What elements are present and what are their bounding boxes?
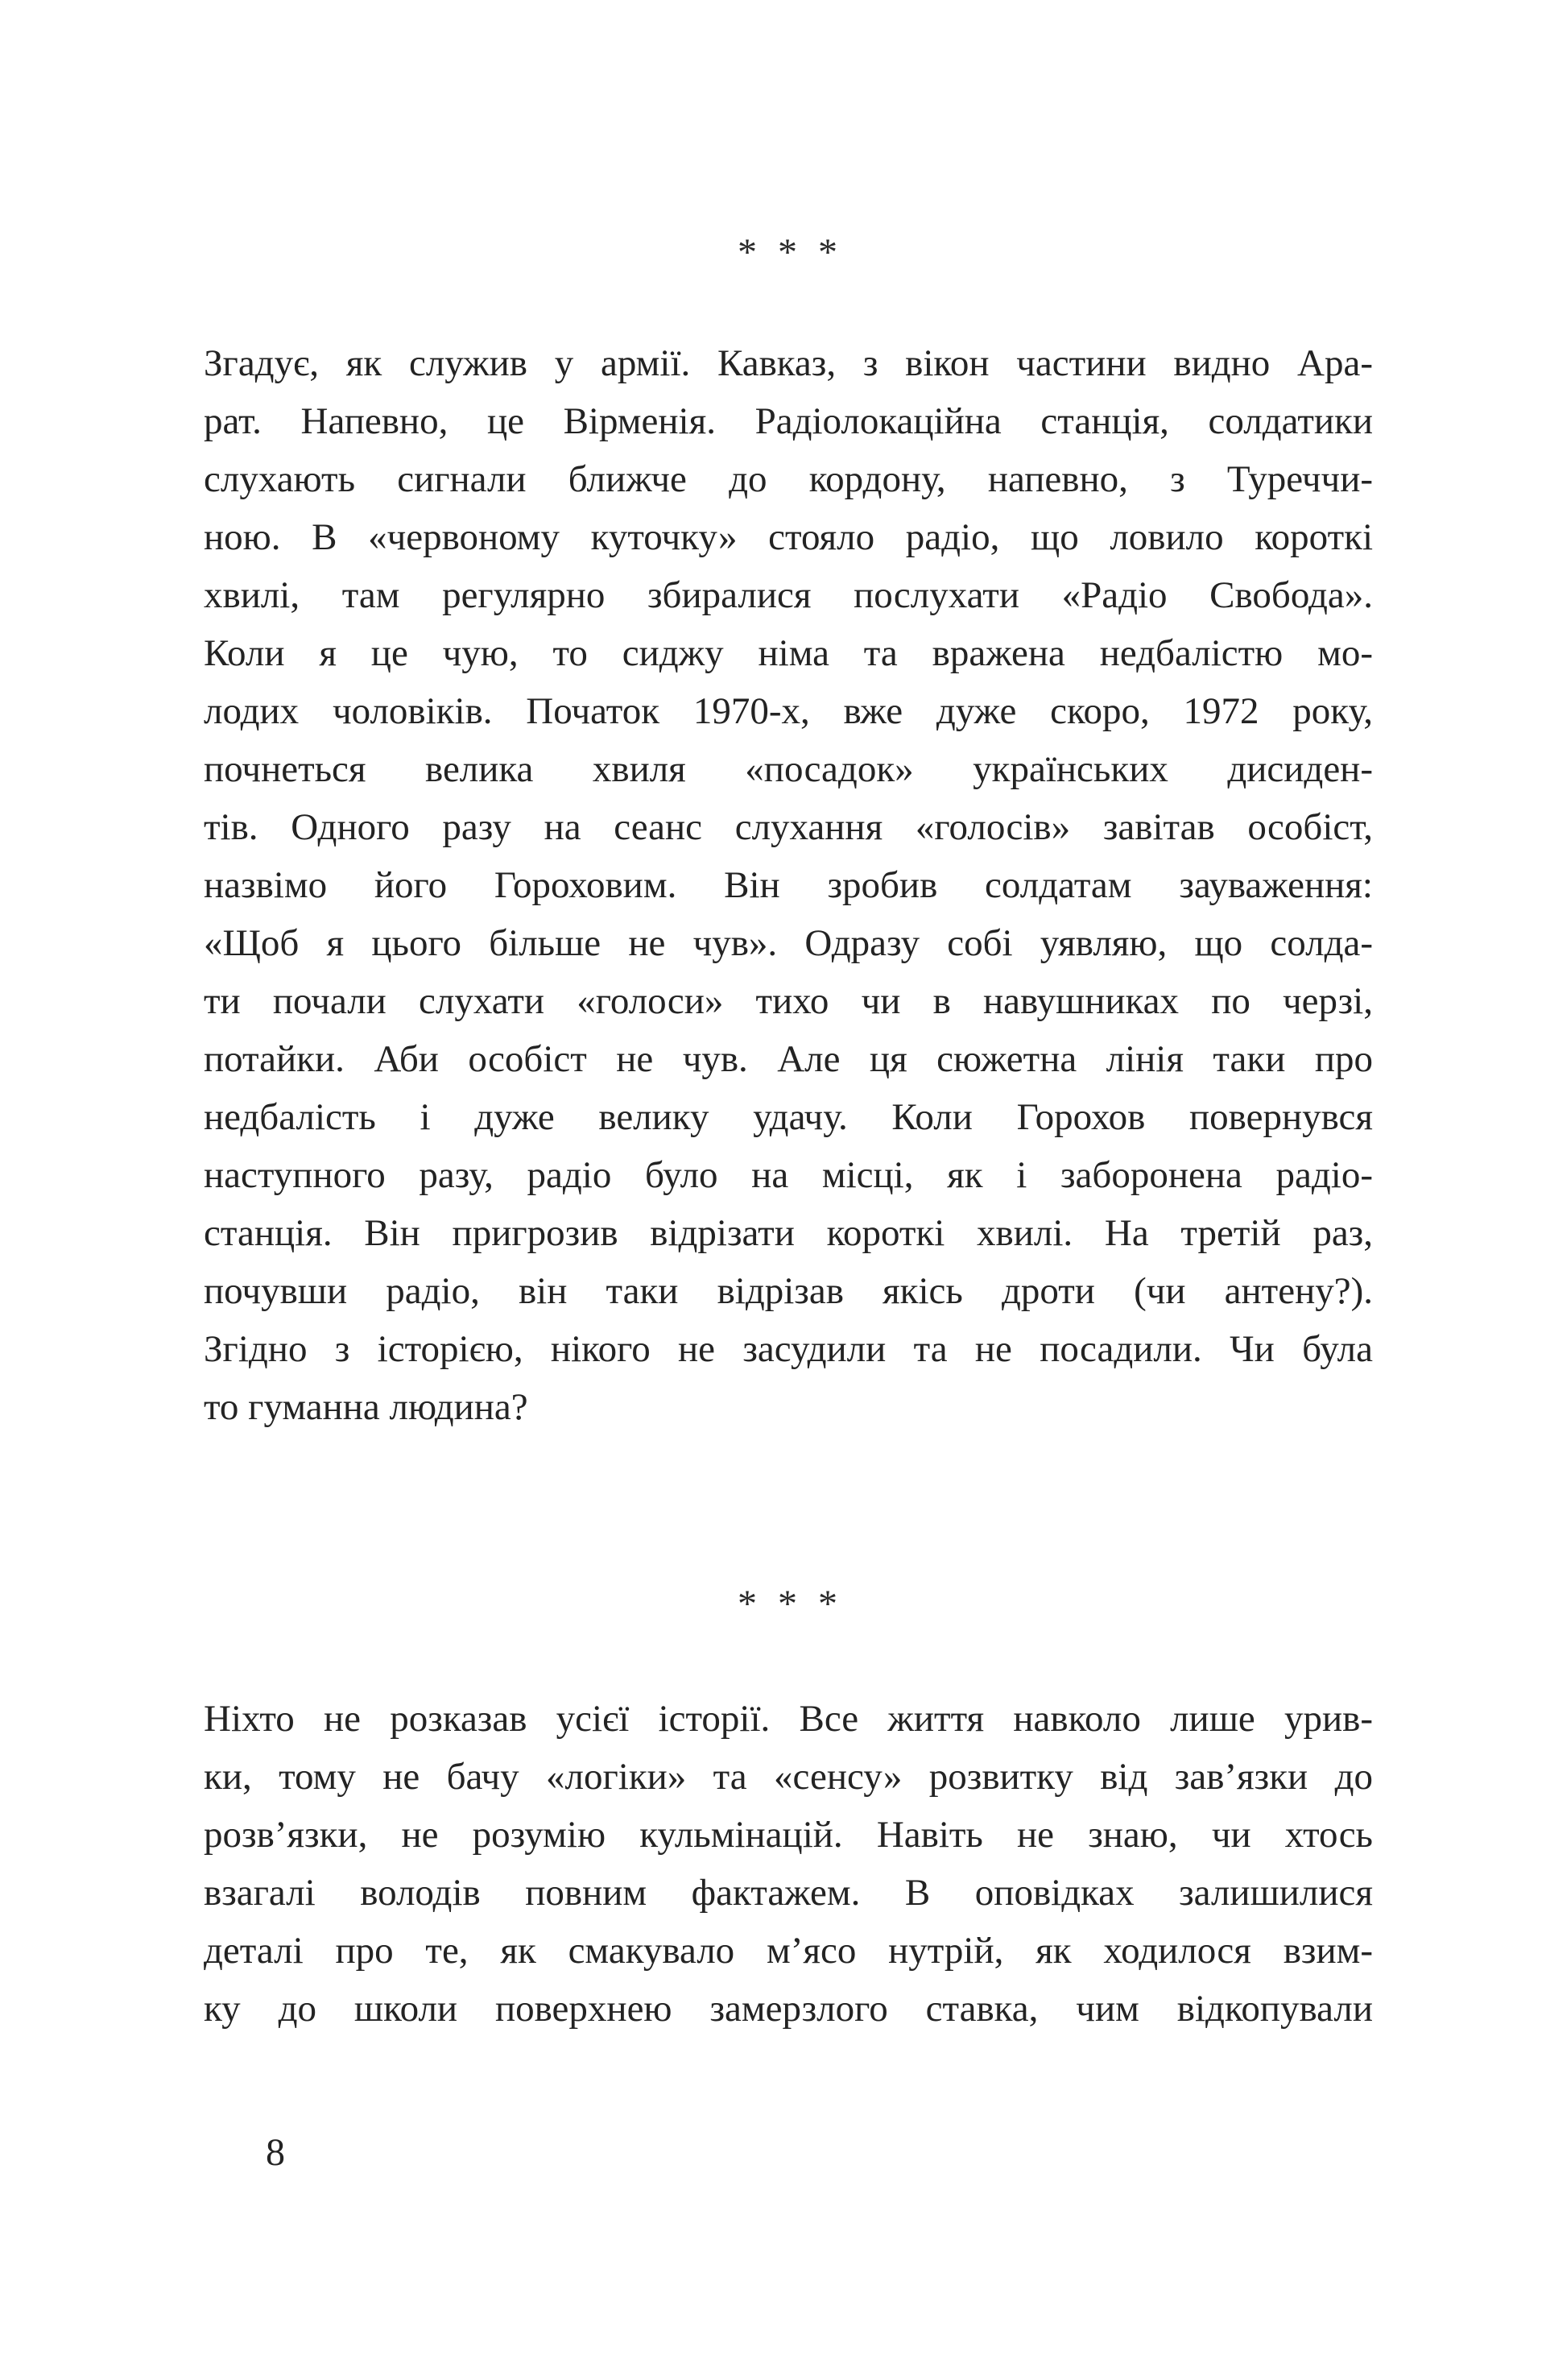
- text-line: взагалі володів повним фактажем. В оповідках залишилися: [204, 1872, 1373, 1914]
- text-line: Коли я це чую, то сиджу німа та вражена недбалістю мо-: [204, 632, 1373, 674]
- text-line: Згадує, як служив у армії. Кавказ, з вікон частини видно Ара-: [204, 342, 1373, 384]
- text-line: почнеться велика хвиля «посадок» українських дисиден-: [204, 748, 1373, 790]
- page-number: 8: [266, 2131, 285, 2174]
- text-line: «Щоб я цього більше не чув». Одразу собі уявляю, що солда-: [204, 922, 1373, 964]
- text-line: потайки. Аби особіст не чув. Але ця сюжетна лінія таки про: [204, 1038, 1373, 1080]
- text-line: недбалість і дуже велику удачу. Коли Горохов повернувся: [204, 1096, 1373, 1138]
- text-line: тів. Одного разу на сеанс слухання «голосів» завітав особіст,: [204, 806, 1373, 848]
- text-line: то гуманна людина?: [204, 1386, 528, 1428]
- section-break: * * *: [738, 231, 839, 274]
- text-line: слухають сигнали ближче до кордону, напевно, з Туреччи-: [204, 458, 1373, 500]
- text-line: рат. Напевно, це Вірменія. Радіолокаційна станція, солдатики: [204, 400, 1373, 442]
- paragraph: [204, 1690, 1373, 2038]
- text-line: розв’язки, не розумію кульмінацій. Навіть не знаю, чи хтось: [204, 1814, 1373, 1856]
- text-line: станція. Він пригрозив відрізати короткі хвилі. На третій раз,: [204, 1212, 1373, 1254]
- text-line: Згідно з історією, нікого не засудили та не посадили. Чи була: [204, 1328, 1373, 1370]
- text-line: почувши радіо, він таки відрізав якісь дроти (чи антену?).: [204, 1270, 1373, 1312]
- section-break: * * *: [738, 1583, 839, 1625]
- text-line: ки, тому не бачу «логіки» та «сенсу» розвитку від зав’язки до: [204, 1756, 1373, 1798]
- text-line: назвімо його Гороховим. Він зробив солдатам зауваження:: [204, 864, 1373, 906]
- text-line: наступного разу, радіо було на місці, як і заборонена радіо-: [204, 1154, 1373, 1196]
- text-line: ною. В «червоному куточку» стояло радіо, що ловило короткі: [204, 516, 1373, 558]
- text-line: лодих чоловіків. Початок 1970-х, вже дуже скоро, 1972 року,: [204, 690, 1373, 732]
- text-line: ку до школи поверхнею замерзлого ставка, чим відкопували: [204, 1988, 1373, 2030]
- text-line: Ніхто не розказав усієї історії. Все життя навколо лише урив-: [204, 1698, 1373, 1740]
- text-line: ти почали слухати «голоси» тихо чи в навушниках по черзі,: [204, 980, 1373, 1022]
- text-line: деталі про те, як смакувало м’ясо нутрій, як ходилося взим-: [204, 1930, 1373, 1972]
- paragraph: [204, 334, 1373, 1436]
- text-line: хвилі, там регулярно збиралися послухати «Радіо Свобода».: [204, 574, 1373, 616]
